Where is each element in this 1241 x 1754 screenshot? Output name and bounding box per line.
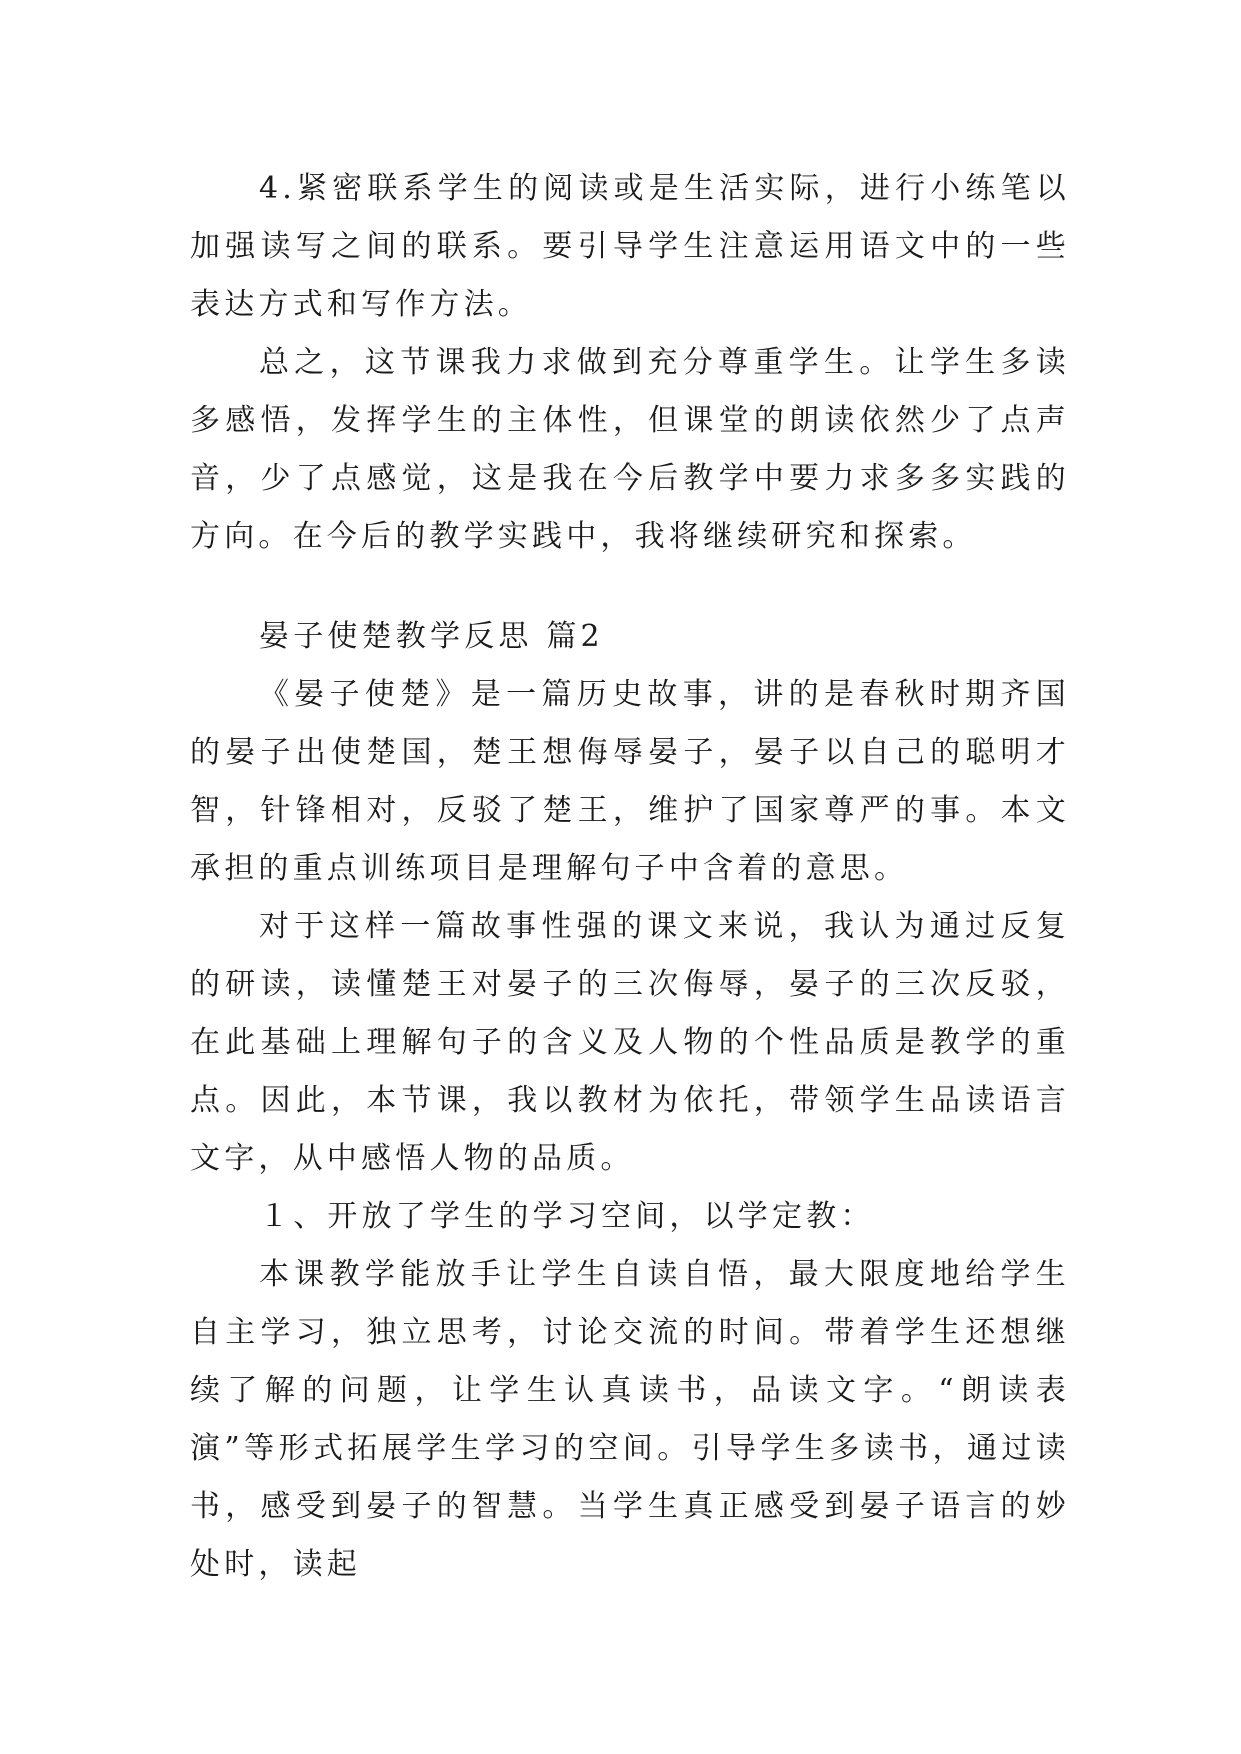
paragraph-summary-point-4: 4.紧密联系学生的阅读或是生活实际，进行小练笔以加强读写之间的联系。要引导学生注意运用语文中的一些表达方式和写作方法。: [190, 171, 1070, 322]
paragraph-conclusion: 总之，这节课我力求做到充分尊重学生。让学生多读多感悟，发挥学生的主体性，但课堂的朗读依然少了点声音，少了点感觉，这是我在今后教学中要力求多多实践的方向。在今后的教学实践中，我将继续研究和探索。: [190, 345, 1070, 554]
paragraph-point-1-heading: １、开放了学生的学习空间，以学定教：: [259, 1199, 875, 1234]
paragraph-teaching-focus: 对于这样一篇故事性强的课文来说，我认为通过反复的研读，读懂楚王对晏子的三次侮辱，晏子的三次反驳，在此基础上理解句子的含义及人物的个性品质是教学的重点。因此，本节课，我以教材为依托，带领学生品读语言文字，从中感悟人物的品质。: [190, 909, 1070, 1176]
paragraph-point-1-body: 本课教学能放手让学生自读自悟，最大限度地给学生自主学习，独立思考，讨论交流的时间。带着学生还想继续了解的问题，让学生认真读书，品读文字。“朗读表演”等形式拓展学生学习的空间。引导学生多读书，通过读书，感受到晏子的智慧。当学生真正感受到晏子语言的妙处时，读起: [190, 1257, 1070, 1582]
paragraph-intro: 《晏子使楚》是一篇历史故事，讲的是春秋时期齐国的晏子出使楚国，楚王想侮辱晏子，晏子以自己的聪明才智，针锋相对，反驳了楚王，维护了国家尊严的事。本文承担的重点训练项目是理解句子中含着的意思。: [190, 677, 1070, 886]
section-heading: 晏子使楚教学反思 篇2: [259, 619, 604, 654]
document-body: [190, 160, 1070, 1594]
